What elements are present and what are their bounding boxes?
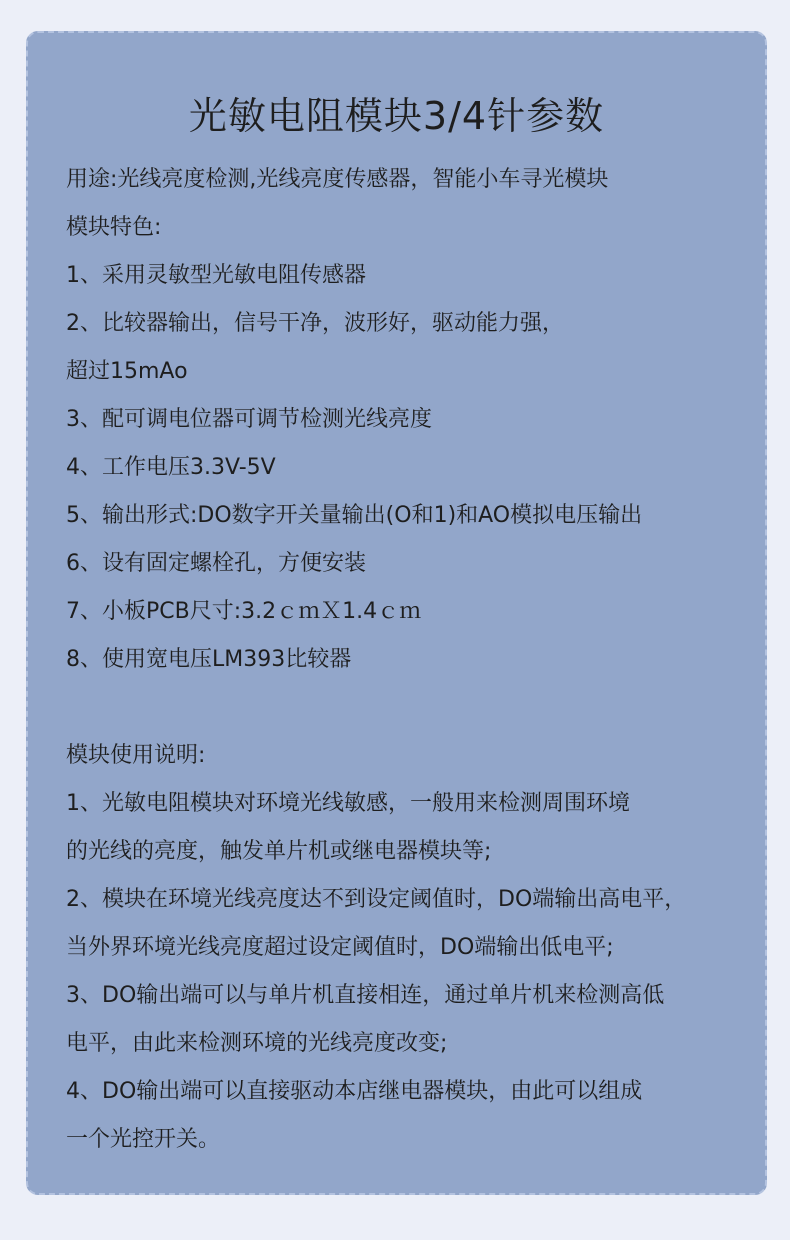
content-body [66,156,756,1164]
instruction-line: 电平，由此来检测环境的光线亮度改变; [66,1031,448,1056]
feature-line: 超过15mAo [66,359,188,384]
feature-line: 8、使用宽电压LM393比较器 [66,647,352,672]
feature-line: 2、比较器输出，信号干净，波形好，驱动能力强， [66,311,564,336]
feature-line: 7、小板PCB尺寸:3.2ｃｍＸ1.4ｃｍ [66,599,422,624]
instruction-line: 的光线的亮度，触发单片机或继电器模块等; [66,839,492,864]
instruction-line: 3、DO输出端可以与单片机直接相连，通过单片机来检测高低 [66,983,665,1008]
instruction-line: 当外界环境光线亮度超过设定阈值时，DO端输出低电平; [66,935,614,960]
instruction-line: 2、模块在环境光线亮度达不到设定阈值时，DO端输出高电平， [66,887,687,912]
feature-line: 4、工作电压3.3V-5V [66,455,276,480]
instructions-heading: 模块使用说明: [66,743,206,768]
page-title: 光敏电阻模块3/4针参数 [188,94,605,138]
feature-line: 3、配可调电位器可调节检测光线亮度 [66,407,432,432]
feature-line: 5、输出形式:DO数字开关量输出(O和1)和AO模拟电压输出 [66,503,643,528]
usage-line: 用途:光线亮度检测,光线亮度传感器，智能小车寻光模块 [66,167,609,192]
instruction-line: 1、光敏电阻模块对环境光线敏感，一般用来检测周围环境 [66,791,630,816]
feature-line: 1、采用灵敏型光敏电阻传感器 [66,263,366,288]
features-heading: 模块特色: [66,215,162,240]
instruction-line: 4、DO输出端可以直接驱动本店继电器模块，由此可以组成 [66,1079,643,1104]
section-spacer [66,684,756,732]
instruction-line: 一个光控开关。 [66,1127,221,1152]
feature-line: 6、设有固定螺栓孔，方便安装 [66,551,366,576]
parameter-card [26,31,767,1195]
